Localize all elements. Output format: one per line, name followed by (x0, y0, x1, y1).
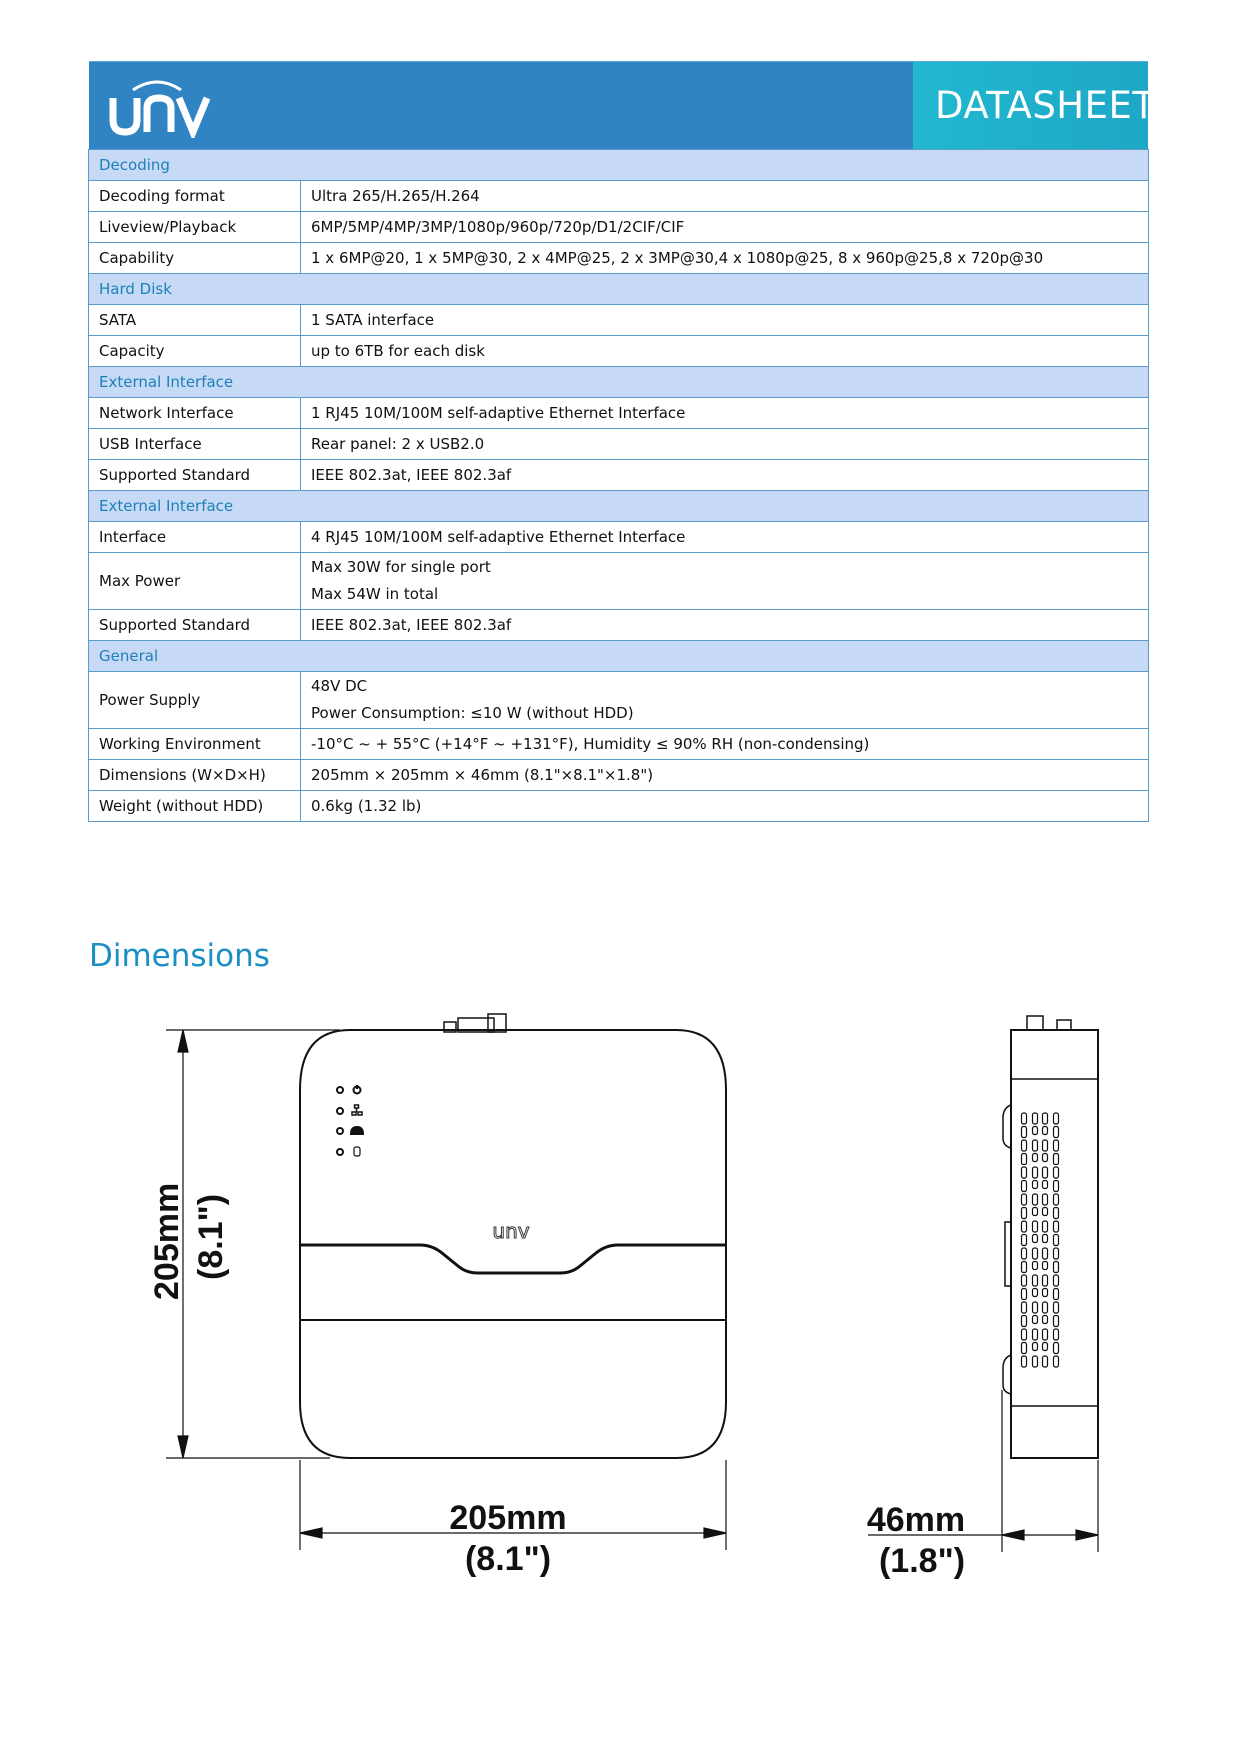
spec-value-line: 1 x 6MP@20, 1 x 5MP@30, 2 x 4MP@25, 2 x 3MP@30,4 x 1080p@25, 8 x 960p@25,8 x 720p@30 (311, 248, 1044, 267)
vent-slot (1022, 1262, 1027, 1273)
vent-slot (1022, 1181, 1027, 1192)
vent-slot (1033, 1275, 1038, 1286)
vent-slot (1043, 1235, 1048, 1243)
spec-key: Decoding format (89, 181, 301, 212)
vent-slot (1043, 1208, 1048, 1216)
vent-slot (1022, 1113, 1027, 1124)
vent-slot (1054, 1262, 1059, 1273)
vent-slot (1043, 1194, 1048, 1205)
front-indicators (337, 1085, 363, 1156)
section-header (89, 150, 1149, 181)
vent-slot (1043, 1356, 1048, 1367)
vent-slot (1043, 1262, 1048, 1270)
vent-slot (1043, 1343, 1048, 1351)
spec-value-line: Max 54W in total (311, 585, 439, 603)
dimensions-drawing (0, 990, 1241, 1610)
vent-slot (1054, 1208, 1059, 1219)
vent-slot (1033, 1316, 1038, 1324)
vent-slot (1033, 1235, 1038, 1243)
spec-row (89, 791, 1149, 822)
vent-slot (1033, 1167, 1038, 1178)
spec-key: Working Environment (89, 729, 301, 760)
spec-value-line: 205mm × 205mm × 46mm (8.1"×8.1"×1.8") (311, 765, 654, 784)
vent-slot (1033, 1140, 1038, 1151)
vent-slot (1033, 1154, 1038, 1162)
vent-slot (1043, 1113, 1048, 1124)
vent-slot (1054, 1167, 1059, 1178)
section-title: General (89, 641, 1149, 672)
spec-value (301, 791, 1149, 822)
spec-key: Weight (without HDD) (89, 791, 301, 822)
spec-value (301, 243, 1149, 274)
vent-slot (1043, 1316, 1048, 1324)
spec-value-line: 48V DC (311, 677, 368, 695)
storage-icon (354, 1147, 360, 1156)
datasheet-header (89, 61, 1156, 150)
spec-value-line: 1 RJ45 10M/100M self-adaptive Ethernet Interface (311, 403, 686, 422)
spec-row (89, 429, 1149, 460)
section-header (89, 641, 1149, 672)
section-header (89, 491, 1149, 522)
vent-slot (1022, 1221, 1027, 1232)
spec-value (301, 729, 1149, 760)
spec-row (89, 610, 1149, 641)
vent-slot (1022, 1275, 1027, 1286)
spec-value (301, 181, 1149, 212)
front-logo: unv (492, 1219, 530, 1243)
spec-row (89, 460, 1149, 491)
vent-slot (1033, 1248, 1038, 1259)
vent-slot (1043, 1221, 1048, 1232)
spec-value-line: -10°C ~ + 55°C (+14°F ~ +131°F), Humidity ≤ 90% RH (non-condensing) (311, 734, 870, 753)
spec-value (301, 610, 1149, 641)
vent-slot (1033, 1262, 1038, 1270)
vent-slot (1054, 1343, 1059, 1354)
spec-row (89, 729, 1149, 760)
vent-slot (1033, 1113, 1038, 1124)
vent-slot (1054, 1194, 1059, 1205)
section-title: Decoding (89, 150, 1149, 181)
vent-slot (1054, 1127, 1059, 1138)
spec-value-line: IEEE 802.3at, IEEE 802.3af (311, 615, 512, 634)
spec-row (89, 672, 1149, 729)
dimensions-title: Dimensions (89, 938, 270, 974)
spec-value (301, 760, 1149, 791)
depth-label-mm: 46mm (866, 1501, 966, 1539)
vent-slot (1054, 1316, 1059, 1327)
vent-slot (1033, 1127, 1038, 1135)
vent-slot (1054, 1248, 1059, 1259)
spec-value (301, 398, 1149, 429)
vent-slot (1022, 1356, 1027, 1367)
side-vent (1022, 1113, 1059, 1367)
spec-row (89, 760, 1149, 791)
depth-label-inch: (1.8") (878, 1542, 966, 1580)
vent-slot (1022, 1167, 1027, 1178)
width-label-inch: (8.1") (464, 1540, 552, 1578)
unv-logo (107, 76, 217, 138)
vent-slot (1054, 1302, 1059, 1313)
spec-value-line: IEEE 802.3at, IEEE 802.3af (311, 465, 512, 484)
vent-slot (1033, 1221, 1038, 1232)
vent-slot (1022, 1302, 1027, 1313)
vent-slot (1033, 1302, 1038, 1313)
vent-slot (1054, 1289, 1059, 1300)
vent-slot (1054, 1140, 1059, 1151)
section-title: Hard Disk (89, 274, 1149, 305)
vent-slot (1054, 1329, 1059, 1340)
network-icon (352, 1105, 362, 1115)
vent-slot (1033, 1356, 1038, 1367)
spec-key: Supported Standard (89, 460, 301, 491)
spec-key: Supported Standard (89, 610, 301, 641)
section-header (89, 274, 1149, 305)
datasheet-badge-label: DATASHEET (935, 84, 1156, 127)
vent-slot (1033, 1194, 1038, 1205)
power-icon (354, 1085, 361, 1094)
spec-row (89, 398, 1149, 429)
front-view (166, 1014, 726, 1458)
vent-slot (1022, 1316, 1027, 1327)
spec-value-line: Max 30W for single port (311, 558, 491, 576)
spec-value (301, 305, 1149, 336)
spec-row (89, 553, 1149, 610)
section-title: External Interface (89, 491, 1149, 522)
spec-value (301, 522, 1149, 553)
spec-value-line: 0.6kg (1.32 lb) (311, 796, 422, 815)
vent-slot (1022, 1140, 1027, 1151)
spec-value (301, 553, 1149, 610)
spec-table (88, 149, 1149, 822)
spec-row (89, 212, 1149, 243)
vent-slot (1043, 1275, 1048, 1286)
vent-slot (1054, 1113, 1059, 1124)
datasheet-badge (913, 62, 1156, 150)
spec-value (301, 336, 1149, 367)
spec-value (301, 429, 1149, 460)
vent-slot (1022, 1343, 1027, 1354)
vent-slot (1033, 1208, 1038, 1216)
vent-slot (1043, 1302, 1048, 1313)
vent-slot (1054, 1275, 1059, 1286)
vent-slot (1022, 1329, 1027, 1340)
spec-value-line: 4 RJ45 10M/100M self-adaptive Ethernet Interface (311, 527, 686, 546)
vent-slot (1043, 1248, 1048, 1259)
spec-value (301, 212, 1149, 243)
vent-slot (1033, 1181, 1038, 1189)
vent-slot (1054, 1235, 1059, 1246)
spec-key: SATA (89, 305, 301, 336)
spec-value-line: 1 SATA interface (311, 310, 435, 329)
height-label-inch: (8.1") (192, 1193, 230, 1280)
spec-row (89, 522, 1149, 553)
vent-slot (1054, 1181, 1059, 1192)
vent-slot (1043, 1181, 1048, 1189)
spec-value-line: up to 6TB for each disk (311, 341, 485, 360)
spec-key: Max Power (89, 553, 301, 610)
section-header (89, 367, 1149, 398)
width-label-mm: 205mm (449, 1499, 567, 1537)
height-label-mm: 205mm (148, 1182, 186, 1300)
spec-value-line: Rear panel: 2 x USB2.0 (311, 434, 485, 453)
vent-slot (1054, 1221, 1059, 1232)
spec-row (89, 181, 1149, 212)
spec-key: Liveview/Playback (89, 212, 301, 243)
spec-value (301, 460, 1149, 491)
vent-slot (1022, 1154, 1027, 1165)
spec-value-line: 6MP/5MP/4MP/3MP/1080p/960p/720p/D1/2CIF/CIF (311, 217, 685, 236)
spec-key: USB Interface (89, 429, 301, 460)
spec-key: Network Interface (89, 398, 301, 429)
spec-value (301, 672, 1149, 729)
spec-row (89, 243, 1149, 274)
vent-slot (1043, 1127, 1048, 1135)
vent-slot (1022, 1235, 1027, 1246)
side-view (1003, 1016, 1098, 1458)
spec-key: Capacity (89, 336, 301, 367)
vent-slot (1022, 1289, 1027, 1300)
vent-slot (1033, 1343, 1038, 1351)
spec-key: Capability (89, 243, 301, 274)
spec-key: Dimensions (W×D×H) (89, 760, 301, 791)
vent-slot (1043, 1329, 1048, 1340)
vent-slot (1033, 1289, 1038, 1297)
spec-key: Interface (89, 522, 301, 553)
hdd-status-icon (351, 1127, 363, 1134)
vent-slot (1022, 1194, 1027, 1205)
vent-slot (1043, 1154, 1048, 1162)
vent-slot (1022, 1127, 1027, 1138)
vent-slot (1043, 1167, 1048, 1178)
vent-slot (1054, 1356, 1059, 1367)
spec-row (89, 336, 1149, 367)
section-title: External Interface (89, 367, 1149, 398)
spec-key: Power Supply (89, 672, 301, 729)
vent-slot (1033, 1329, 1038, 1340)
spec-value-line: Ultra 265/H.265/H.264 (311, 186, 480, 205)
vent-slot (1043, 1289, 1048, 1297)
spec-value-line: Power Consumption: ≤10 W (without HDD) (311, 704, 634, 722)
vent-slot (1043, 1140, 1048, 1151)
vent-slot (1022, 1248, 1027, 1259)
spec-row (89, 305, 1149, 336)
vent-slot (1054, 1154, 1059, 1165)
vent-slot (1022, 1208, 1027, 1219)
